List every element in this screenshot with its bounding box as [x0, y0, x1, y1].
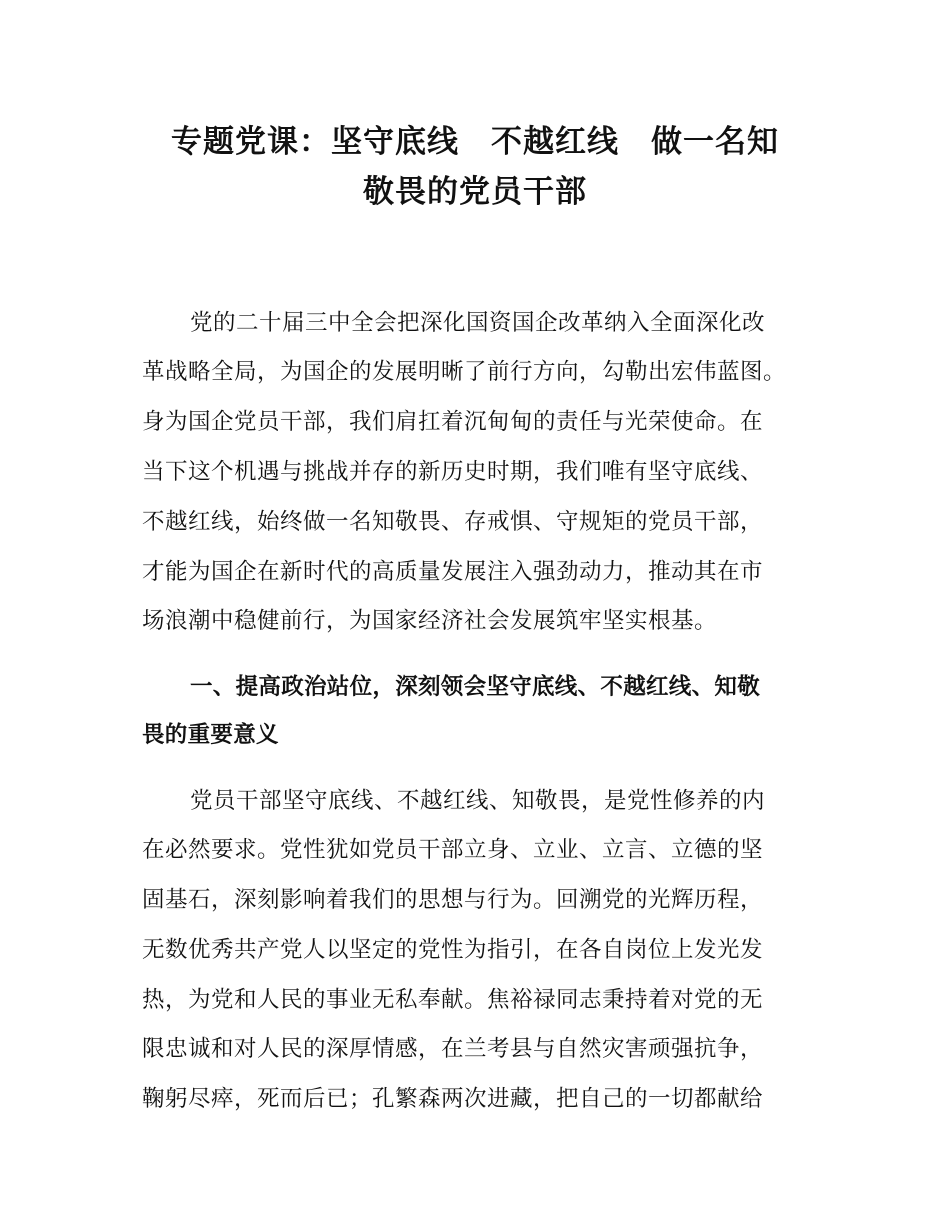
section-heading-1-line: 畏的重要意义	[142, 722, 279, 748]
paragraph-2-line: 限忠诚和对人民的深厚情感，在兰考县与自然灾害顽强抗争，	[142, 1036, 764, 1062]
document-title-line-2: 敬畏的党员干部	[363, 174, 587, 210]
paragraph-2-line: 无数优秀共产党人以坚定的党性为指引，在各自岗位上发光发	[142, 937, 764, 963]
paragraph-1-line: 才能为国企在新时代的高质量发展注入强劲动力，推动其在市	[142, 559, 764, 585]
section-heading-1-line: 一、提高政治站位，深刻领会坚守底线、不越红线、知敬	[190, 674, 761, 700]
paragraph-2-line: 热，为党和人民的事业无私奉献。焦裕禄同志秉持着对党的无	[142, 987, 764, 1013]
paragraph-1-line: 场浪潮中稳健前行，为国家经济社会发展筑牢坚实根基。	[142, 608, 718, 634]
paragraph-1-line: 党的二十届三中全会把深化国资国企改革纳入全面深化改	[190, 310, 766, 336]
paragraph-1-line: 革战略全局，为国企的发展明晰了前行方向，勾勒出宏伟蓝图。	[142, 359, 787, 385]
paragraph-1-line: 不越红线，始终做一名知敬畏、存戒惧、守规矩的党员干部，	[142, 509, 764, 535]
paragraph-2-line: 在必然要求。党性犹如党员干部立身、立业、立言、立德的坚	[142, 837, 764, 863]
paragraph-2-line: 鞠躬尽瘁，死而后已；孔繁森两次进藏，把自己的一切都献给	[142, 1086, 764, 1112]
paragraph-2-line: 固基石，深刻影响着我们的思想与行为。回溯党的光辉历程，	[142, 887, 764, 913]
paragraph-1-line: 身为国企党员干部，我们肩扛着沉甸甸的责任与光荣使命。在	[142, 409, 764, 435]
document-title-line-1: 专题党课：坚守底线 不越红线 做一名知	[171, 124, 779, 160]
paragraph-2-line: 党员干部坚守底线、不越红线、知敬畏，是党性修养的内	[190, 788, 766, 814]
paragraph-1-line: 当下这个机遇与挑战并存的新历史时期，我们唯有坚守底线、	[142, 459, 764, 485]
